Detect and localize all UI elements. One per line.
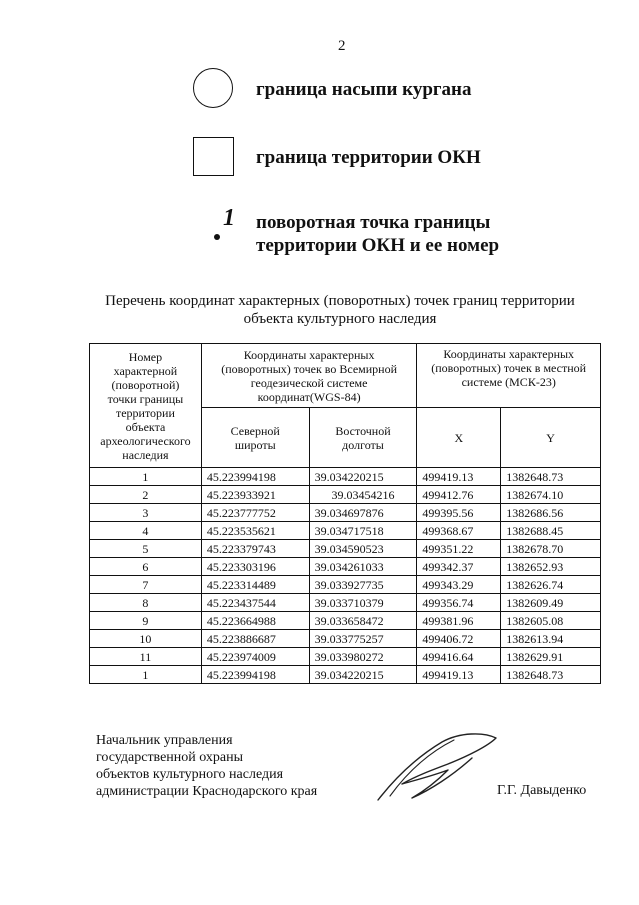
cell-latitude: 45.223303196 <box>201 558 309 576</box>
legend-point-dot <box>214 234 220 240</box>
cell-longitude: 39.033710379 <box>309 594 417 612</box>
cell-longitude: 39.03454216 <box>309 486 417 504</box>
cell-y: 1382678.70 <box>501 540 601 558</box>
cell-point-number: 10 <box>90 630 202 648</box>
cell-x: 499356.74 <box>417 594 501 612</box>
table-row <box>90 648 601 666</box>
table-row <box>90 486 601 504</box>
table-row <box>90 504 601 522</box>
cell-longitude: 39.033980272 <box>309 648 417 666</box>
cell-y: 1382686.56 <box>501 504 601 522</box>
header-y: Y <box>501 408 601 468</box>
legend-text-mound-boundary: граница насыпи кургана <box>256 79 472 100</box>
cell-latitude: 45.223777752 <box>201 504 309 522</box>
table-caption <box>60 292 620 328</box>
cell-point-number: 5 <box>90 540 202 558</box>
signatory-title <box>96 732 317 800</box>
signatory-title-line: объектов культурного наследия <box>96 767 284 782</box>
cell-point-number: 6 <box>90 558 202 576</box>
cell-point-number: 7 <box>90 576 202 594</box>
cell-x: 499412.76 <box>417 486 501 504</box>
cell-longitude: 39.034220215 <box>309 666 417 684</box>
cell-x: 499343.29 <box>417 576 501 594</box>
cell-point-number: 2 <box>90 486 202 504</box>
legend-text-turning-point-line2: территории ОКН и ее номер <box>256 235 500 256</box>
cell-y: 1382652.93 <box>501 558 601 576</box>
table-row <box>90 612 601 630</box>
table-row <box>90 630 601 648</box>
signatory-title-line: администрации Краснодарского края <box>96 784 318 799</box>
cell-latitude: 45.223974009 <box>201 648 309 666</box>
table-row <box>90 468 601 486</box>
cell-latitude: 45.223379743 <box>201 540 309 558</box>
signatory-title-line: государственной охраны <box>96 750 244 765</box>
legend-text-territory-boundary: граница территории ОКН <box>256 147 481 168</box>
cell-point-number: 8 <box>90 594 202 612</box>
header-msk23-group: Координаты характерных (поворотных) точек в местной системе (МСК-23) <box>417 344 601 408</box>
table-row <box>90 558 601 576</box>
legend-square-icon <box>193 137 234 176</box>
cell-y: 1382626.74 <box>501 576 601 594</box>
cell-x: 499368.67 <box>417 522 501 540</box>
cell-longitude: 39.034717518 <box>309 522 417 540</box>
coordinates-table <box>89 343 601 684</box>
cell-longitude: 39.033775257 <box>309 630 417 648</box>
cell-y: 1382648.73 <box>501 666 601 684</box>
header-point-number: Номер характерной (поворотной) точки границы территории объекта археологического наследия <box>90 344 202 468</box>
cell-y: 1382613.94 <box>501 630 601 648</box>
cell-latitude: 45.223664988 <box>201 612 309 630</box>
cell-latitude: 45.223314489 <box>201 576 309 594</box>
cell-longitude: 39.034590523 <box>309 540 417 558</box>
cell-x: 499419.13 <box>417 666 501 684</box>
header-wgs84-group: Координаты характерных (поворотных) точек во Всемирной геодезической системе координат(WGS-84) <box>201 344 417 408</box>
cell-latitude: 45.223933921 <box>201 486 309 504</box>
legend-point-number: 1 <box>223 205 235 231</box>
cell-point-number: 4 <box>90 522 202 540</box>
cell-point-number: 11 <box>90 648 202 666</box>
cell-y: 1382688.45 <box>501 522 601 540</box>
cell-point-number: 1 <box>90 468 202 486</box>
cell-longitude: 39.033927735 <box>309 576 417 594</box>
cell-x: 499342.37 <box>417 558 501 576</box>
cell-latitude: 45.223994198 <box>201 666 309 684</box>
cell-point-number: 1 <box>90 666 202 684</box>
cell-longitude: 39.034220215 <box>309 468 417 486</box>
cell-x: 499406.72 <box>417 630 501 648</box>
cell-longitude: 39.033658472 <box>309 612 417 630</box>
table-row <box>90 594 601 612</box>
legend-text-turning-point <box>256 211 499 257</box>
signatory-name: Г.Г. Давыденко <box>497 783 587 798</box>
cell-y: 1382609.49 <box>501 594 601 612</box>
cell-latitude: 45.223994198 <box>201 468 309 486</box>
table-row <box>90 540 601 558</box>
table-row <box>90 576 601 594</box>
header-east-longitude: Восточной долготы <box>309 408 417 468</box>
table-row <box>90 666 601 684</box>
cell-y: 1382674.10 <box>501 486 601 504</box>
header-north-latitude: Северной широты <box>201 408 309 468</box>
cell-x: 499416.64 <box>417 648 501 666</box>
cell-x: 499395.56 <box>417 504 501 522</box>
legend-point-icon <box>212 206 242 242</box>
header-x: X <box>417 408 501 468</box>
cell-x: 499381.96 <box>417 612 501 630</box>
cell-latitude: 45.223437544 <box>201 594 309 612</box>
legend-circle-icon <box>193 68 233 108</box>
table-row <box>90 522 601 540</box>
table-caption-line1: Перечень координат характерных (поворотных) точек границ территории <box>105 293 575 309</box>
cell-longitude: 39.034261033 <box>309 558 417 576</box>
handwritten-signature <box>372 730 502 810</box>
signatory-title-line: Начальник управления <box>96 733 233 748</box>
cell-y: 1382605.08 <box>501 612 601 630</box>
cell-y: 1382629.91 <box>501 648 601 666</box>
cell-point-number: 3 <box>90 504 202 522</box>
cell-x: 499419.13 <box>417 468 501 486</box>
table-caption-line2: объекта культурного наследия <box>243 311 437 327</box>
cell-y: 1382648.73 <box>501 468 601 486</box>
cell-longitude: 39.034697876 <box>309 504 417 522</box>
page-number: 2 <box>338 38 346 54</box>
legend-text-turning-point-line1: поворотная точка границы <box>256 212 491 233</box>
cell-point-number: 9 <box>90 612 202 630</box>
cell-x: 499351.22 <box>417 540 501 558</box>
cell-latitude: 45.223535621 <box>201 522 309 540</box>
cell-latitude: 45.223886687 <box>201 630 309 648</box>
